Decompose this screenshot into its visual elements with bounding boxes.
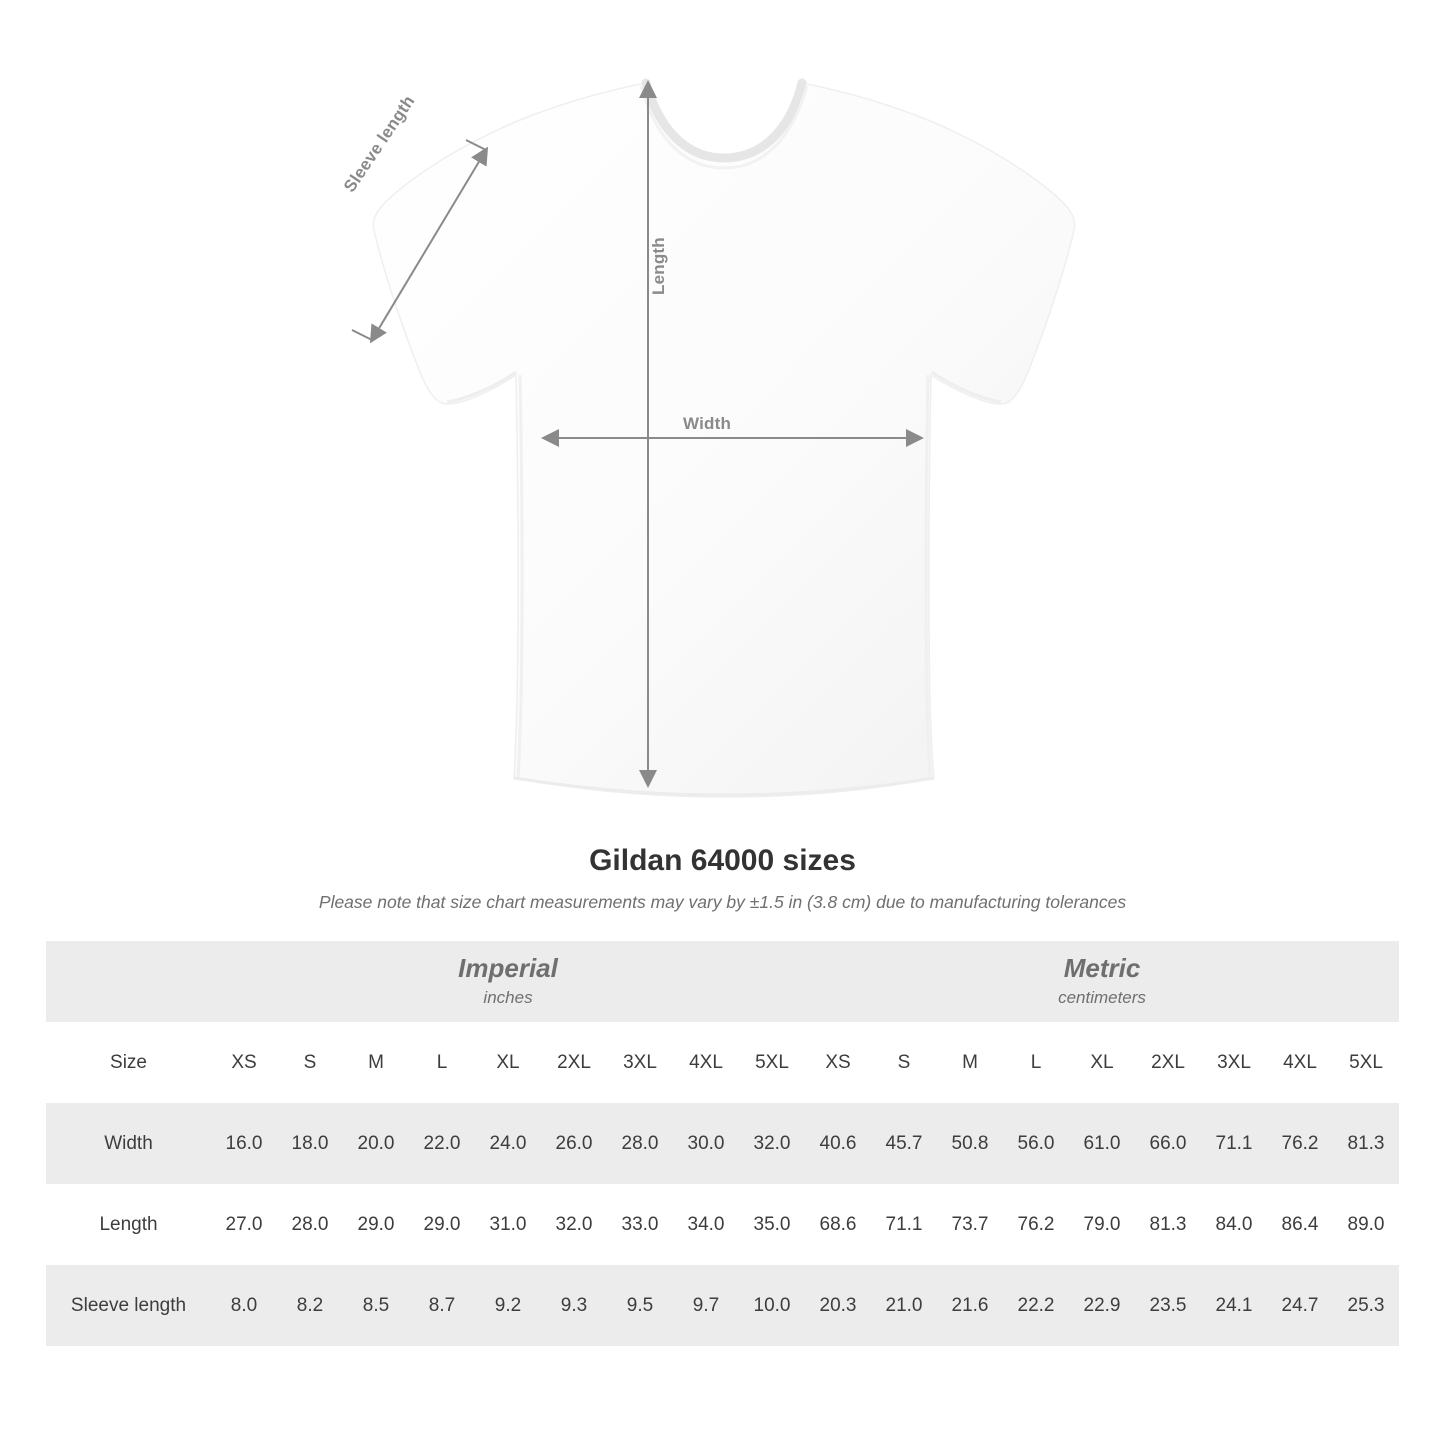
cell-length-imperial-3xl: 33.0 <box>607 1184 673 1265</box>
header-size-imperial-1: S <box>277 1022 343 1103</box>
cell-width-metric-xs: 40.6 <box>805 1103 871 1184</box>
header-size-imperial-4: XL <box>475 1022 541 1103</box>
cell-length-imperial-xs: 27.0 <box>211 1184 277 1265</box>
header-size-metric-6: 3XL <box>1201 1022 1267 1103</box>
cell-sleeve-imperial-m: 8.5 <box>343 1265 409 1346</box>
header-size-imperial-0: XS <box>211 1022 277 1103</box>
cell-width-imperial-2xl: 26.0 <box>541 1103 607 1184</box>
cell-length-metric-xl: 79.0 <box>1069 1184 1135 1265</box>
cell-width-metric-l: 56.0 <box>1003 1103 1069 1184</box>
cell-length-metric-xs: 68.6 <box>805 1184 871 1265</box>
cell-sleeve-imperial-l: 8.7 <box>409 1265 475 1346</box>
cell-sleeve-metric-xs: 20.3 <box>805 1265 871 1346</box>
cell-length-metric-m: 73.7 <box>937 1184 1003 1265</box>
cell-width-imperial-3xl: 28.0 <box>607 1103 673 1184</box>
cell-length-imperial-m: 29.0 <box>343 1184 409 1265</box>
cell-length-metric-4xl: 86.4 <box>1267 1184 1333 1265</box>
header-size-metric-3: L <box>1003 1022 1069 1103</box>
header-size: Size <box>46 1022 211 1103</box>
header-size-imperial-7: 4XL <box>673 1022 739 1103</box>
unit-band-spacer <box>46 941 211 1022</box>
cell-sleeve-metric-3xl: 24.1 <box>1201 1265 1267 1346</box>
cell-width-imperial-s: 18.0 <box>277 1103 343 1184</box>
header-size-metric-7: 4XL <box>1267 1022 1333 1103</box>
metric-label: Metric <box>1063 952 1141 983</box>
cell-sleeve-metric-2xl: 23.5 <box>1135 1265 1201 1346</box>
header-size-imperial-8: 5XL <box>739 1022 805 1103</box>
header-size-imperial-3: L <box>409 1022 475 1103</box>
cell-sleeve-metric-5xl: 25.3 <box>1333 1265 1399 1346</box>
cell-sleeve-imperial-4xl: 9.7 <box>673 1265 739 1346</box>
row-label-width: Width <box>46 1103 211 1184</box>
cell-length-imperial-4xl: 34.0 <box>673 1184 739 1265</box>
metric-sublabel: centimeters <box>1058 988 1146 1008</box>
header-size-metric-4: XL <box>1069 1022 1135 1103</box>
cell-length-imperial-2xl: 32.0 <box>541 1184 607 1265</box>
cell-sleeve-imperial-3xl: 9.5 <box>607 1265 673 1346</box>
title-block <box>0 844 1445 913</box>
row-label-length: Length <box>46 1184 211 1265</box>
header-size-metric-0: XS <box>805 1022 871 1103</box>
header-size-metric-1: S <box>871 1022 937 1103</box>
table-row <box>46 1184 1399 1265</box>
cell-width-imperial-xl: 24.0 <box>475 1103 541 1184</box>
cell-width-metric-4xl: 76.2 <box>1267 1103 1333 1184</box>
header-size-metric-2: M <box>937 1022 1003 1103</box>
cell-width-imperial-m: 20.0 <box>343 1103 409 1184</box>
header-size-imperial-2: M <box>343 1022 409 1103</box>
cell-sleeve-metric-s: 21.0 <box>871 1265 937 1346</box>
cell-width-metric-2xl: 66.0 <box>1135 1103 1201 1184</box>
cell-width-imperial-5xl: 32.0 <box>739 1103 805 1184</box>
cell-sleeve-imperial-s: 8.2 <box>277 1265 343 1346</box>
cell-width-imperial-4xl: 30.0 <box>673 1103 739 1184</box>
cell-length-metric-5xl: 89.0 <box>1333 1184 1399 1265</box>
cell-length-metric-2xl: 81.3 <box>1135 1184 1201 1265</box>
row-label-sleeve-length: Sleeve length <box>46 1265 211 1346</box>
cell-sleeve-metric-l: 22.2 <box>1003 1265 1069 1346</box>
cell-width-metric-3xl: 71.1 <box>1201 1103 1267 1184</box>
unit-band-row <box>46 941 1399 1022</box>
cell-sleeve-imperial-2xl: 9.3 <box>541 1265 607 1346</box>
cell-width-imperial-l: 22.0 <box>409 1103 475 1184</box>
cell-length-imperial-l: 29.0 <box>409 1184 475 1265</box>
length-label: Length <box>649 237 668 295</box>
cell-width-metric-xl: 61.0 <box>1069 1103 1135 1184</box>
cell-length-imperial-5xl: 35.0 <box>739 1184 805 1265</box>
cell-length-imperial-s: 28.0 <box>277 1184 343 1265</box>
header-size-metric-8: 5XL <box>1333 1022 1399 1103</box>
imperial-unit-cell <box>211 941 805 1022</box>
page-title: Gildan 64000 sizes <box>589 844 856 877</box>
header-size-imperial-5: 2XL <box>541 1022 607 1103</box>
cell-sleeve-metric-xl: 22.9 <box>1069 1265 1135 1346</box>
cell-width-metric-5xl: 81.3 <box>1333 1103 1399 1184</box>
shirt-body-shape <box>373 83 1074 797</box>
cell-sleeve-metric-4xl: 24.7 <box>1267 1265 1333 1346</box>
width-label: Width <box>683 414 732 433</box>
cell-sleeve-imperial-xs: 8.0 <box>211 1265 277 1346</box>
cell-width-metric-s: 45.7 <box>871 1103 937 1184</box>
metric-unit-cell <box>805 941 1399 1022</box>
cell-length-metric-s: 71.1 <box>871 1184 937 1265</box>
cell-sleeve-imperial-5xl: 10.0 <box>739 1265 805 1346</box>
table-row <box>46 1103 1399 1184</box>
table-row <box>46 1265 1399 1346</box>
cell-sleeve-metric-m: 21.6 <box>937 1265 1003 1346</box>
size-table <box>46 941 1399 1346</box>
cell-sleeve-imperial-xl: 9.2 <box>475 1265 541 1346</box>
header-size-metric-5: 2XL <box>1135 1022 1201 1103</box>
tolerance-note: Please note that size chart measurements may vary by ±1.5 in (3.8 cm) due to manufacturing tolerances <box>318 892 1127 912</box>
size-table-wrap <box>46 941 1399 1346</box>
cell-length-imperial-xl: 31.0 <box>475 1184 541 1265</box>
sleeve-length-label: Sleeve length <box>340 91 419 196</box>
imperial-label: Imperial <box>458 952 558 983</box>
cell-length-metric-l: 76.2 <box>1003 1184 1069 1265</box>
header-size-imperial-6: 3XL <box>607 1022 673 1103</box>
cell-length-metric-3xl: 84.0 <box>1201 1184 1267 1265</box>
table-header-row <box>46 1022 1399 1103</box>
imperial-sublabel: inches <box>483 988 533 1008</box>
cell-width-imperial-xs: 16.0 <box>211 1103 277 1184</box>
cell-width-metric-m: 50.8 <box>937 1103 1003 1184</box>
